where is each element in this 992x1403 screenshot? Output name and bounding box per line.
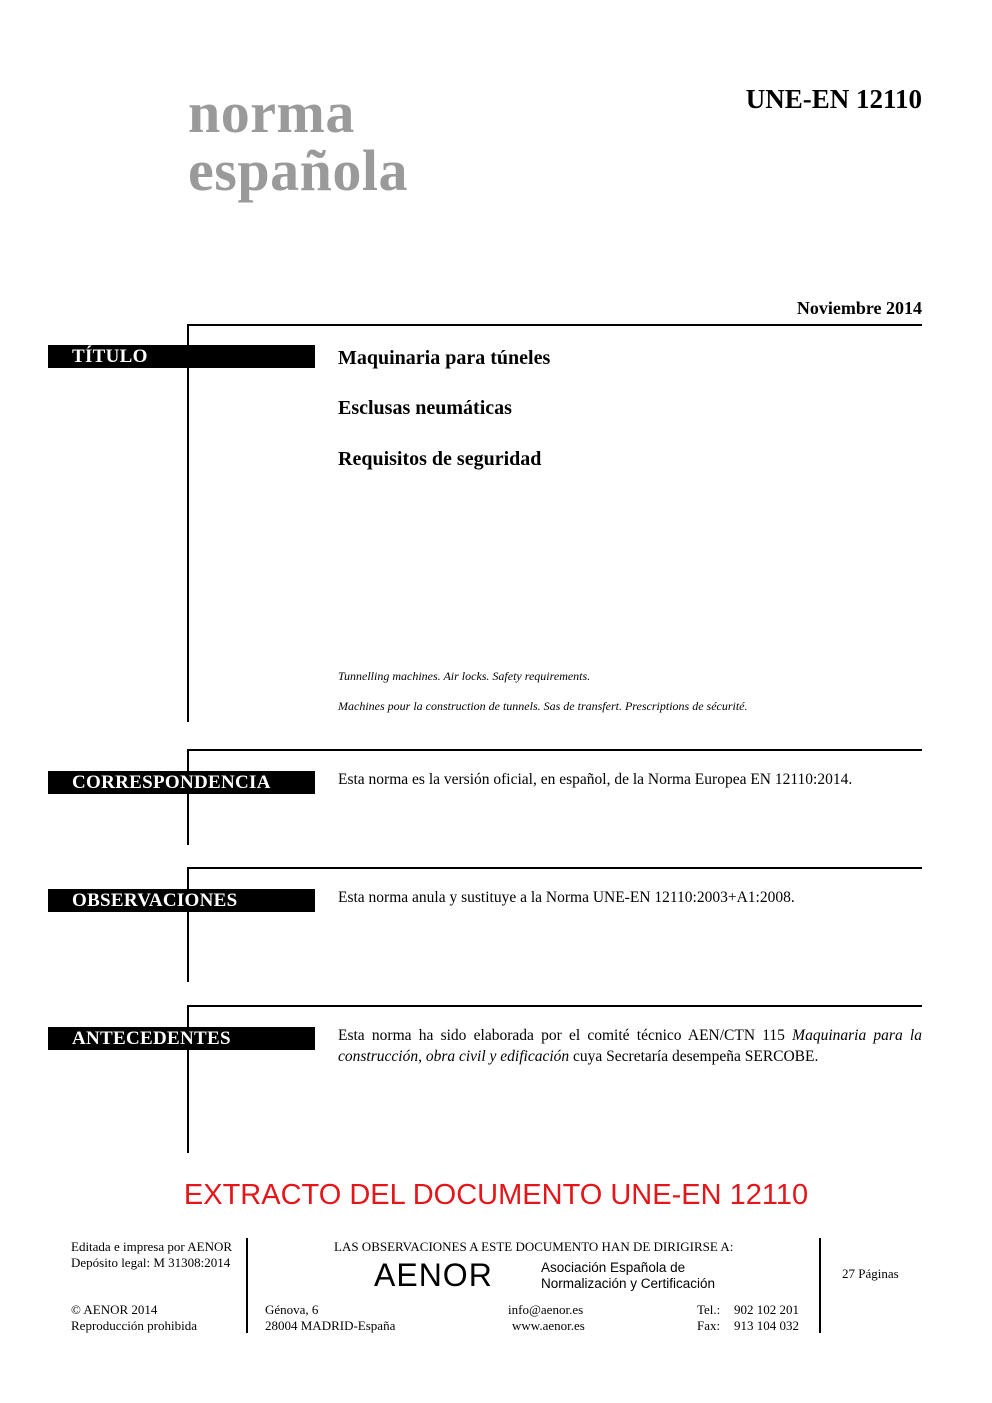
correspondencia-text: Esta norma es la versión oficial, en español, de la Norma Europea EN 12110:2014. [338,771,853,788]
footer-divider-left [246,1238,248,1333]
divider-titulo [187,324,922,326]
brand-espanola: española [188,138,408,203]
footer-fax-label: Fax: [697,1318,721,1333]
label-titulo: TÍTULO [48,345,315,368]
divider-antecedentes [187,1005,922,1007]
antecedentes-text-after: cuya Secretaría desempeña SERCOBE. [569,1048,819,1065]
antecedentes-text [338,1025,922,1067]
footer-web[interactable]: www.aenor.es [512,1318,585,1333]
title-line-1: Maquinaria para túneles [338,347,551,369]
footer-address-1: Génova, 6 [265,1302,319,1317]
org-line-1: Asociación Española de [541,1260,686,1275]
label-observaciones: OBSERVACIONES [48,889,315,912]
publication-date: Noviembre 2014 [796,298,922,318]
title-line-2: Esclusas neumáticas [338,397,512,419]
brand-norma: norma [188,80,355,145]
aenor-logo: AENOR [374,1257,493,1293]
footer-address-2: 28004 MADRID-España [265,1318,396,1333]
footer-divider-right [819,1238,821,1333]
footer-copyright: © AENOR 2014 [71,1302,158,1317]
vline-titulo [187,324,189,722]
vline-correspondencia [187,749,189,845]
org-line-2: Normalización y Certificación [541,1276,716,1291]
standard-code: UNE-EN 12110 [745,84,922,114]
antecedentes-committee-name: Maquinaria para la construcción, obra civil y edificación [338,1027,922,1065]
footer-email[interactable]: info@aenor.es [508,1302,584,1317]
footer-reproduction: Reproducción prohibida [71,1318,197,1333]
extract-notice: EXTRACTO DEL DOCUMENTO UNE-EN 12110 [183,1179,809,1211]
observaciones-text: Esta norma anula y sustituye a la Norma UNE-EN 12110:2003+A1:2008. [338,889,795,906]
footer-deposit: Depósito legal: M 31308:2014 [71,1255,231,1270]
footer-observations-notice: LAS OBSERVACIONES A ESTE DOCUMENTO HAN DE DIRIGIRSE A: [334,1239,734,1254]
english-title: Tunnelling machines. Air locks. Safety requirements. [338,669,591,683]
label-antecedentes: ANTECEDENTES [48,1027,315,1050]
title-line-3: Requisitos de seguridad [338,448,542,470]
footer-tel-value: 902 102 201 [734,1302,799,1317]
divider-correspondencia [187,749,922,751]
footer-edited: Editada e impresa por AENOR [71,1239,233,1254]
footer-page-count: 27 Páginas [842,1266,899,1281]
aenor-organization-name [541,1260,715,1292]
antecedentes-text-before: Esta norma ha sido elaborada por el comité técnico AEN/CTN 115 [338,1027,793,1044]
french-title: Machines pour la construction de tunnels. Sas de transfert. Prescriptions de sécurité. [338,699,748,713]
label-correspondencia: CORRESPONDENCIA [48,771,315,794]
footer-tel-label: Tel.: [697,1302,721,1317]
divider-observaciones [187,867,922,869]
footer-fax-value: 913 104 032 [734,1318,799,1333]
vline-observaciones [187,867,189,982]
